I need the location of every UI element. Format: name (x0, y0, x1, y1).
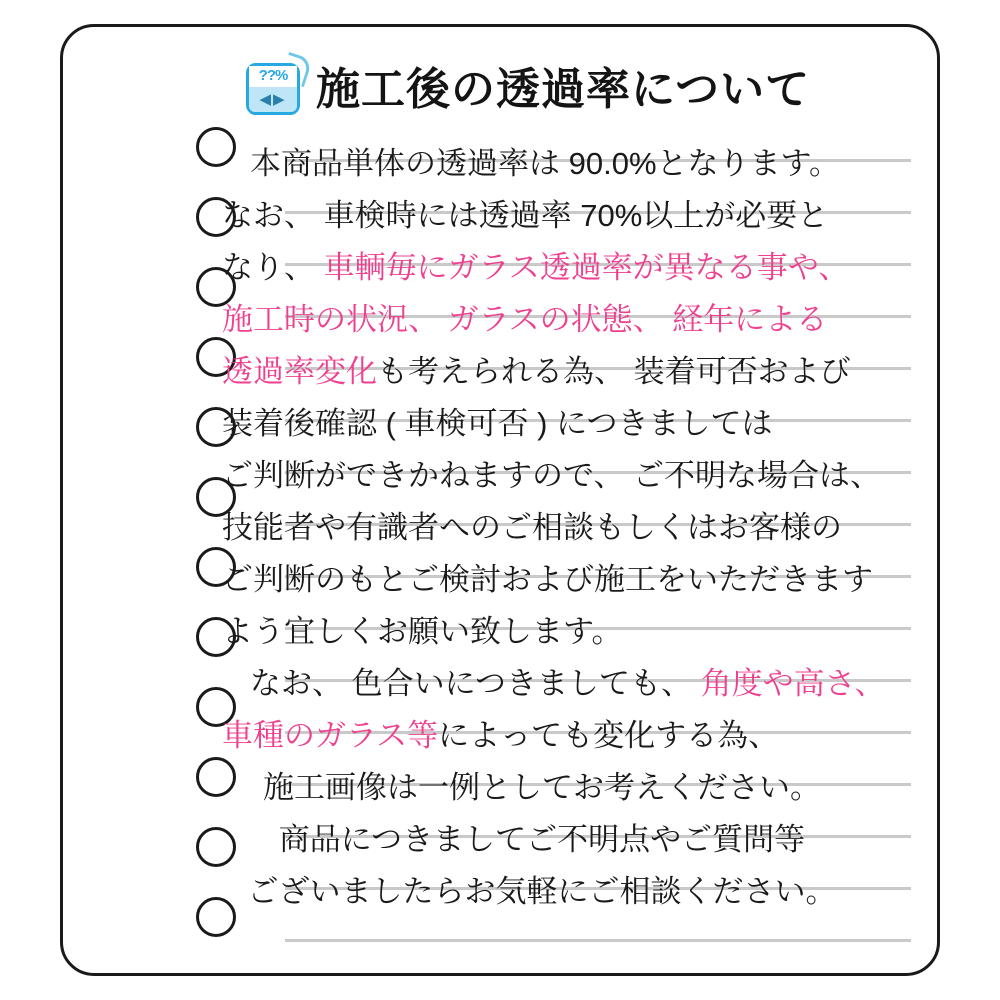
page-title: 施工後の透過率について (316, 65, 811, 114)
transmittance-badge-icon (244, 61, 306, 119)
plain-text: ご判断ができかねますので、 ご不明な場合は、 (222, 458, 881, 493)
text-line (222, 658, 886, 710)
plain-text: 装着後確認 ( 車検可否 ) につきましては (222, 406, 773, 441)
highlighted-text: 透過率変化 (222, 354, 377, 389)
badge-percent-label: ??% (249, 66, 297, 86)
plain-text: も考えられる為、 装着可否および (377, 354, 851, 389)
plain-text: 技能者や有識者へのご相談もしくはお客様の (222, 510, 842, 545)
text-line (222, 450, 881, 502)
text-line (222, 710, 862, 762)
document-body (222, 138, 886, 918)
text-line (222, 190, 862, 242)
text-line (222, 138, 862, 190)
text-line (222, 502, 862, 554)
rule-line (285, 939, 911, 942)
highlighted-text: 車輌毎にガラス透過率が異なる事や、 (323, 250, 850, 285)
plain-text: ご判断のもとご検討および施工をいただきます (222, 562, 873, 597)
highlighted-text: 車種のガラス等 (222, 718, 439, 753)
text-line (222, 814, 862, 866)
badge-arrows-label: ◀▶ (249, 87, 297, 112)
text-line (222, 398, 862, 450)
plain-text: ございましたらお気軽にご相談ください。 (247, 874, 837, 909)
plain-text: 本商品単体の透過率は 90.0%となります。 (250, 146, 841, 181)
text-line (222, 866, 862, 918)
plain-text: 施工画像は一例としてお考えください。 (263, 770, 821, 805)
highlighted-text: 角度や高さ、 (700, 666, 886, 701)
plain-text: 商品につきましてご不明点やご質問等 (278, 822, 806, 857)
plain-text: よう宜しくお願い致します。 (222, 614, 623, 649)
document-content (222, 52, 886, 932)
plain-text: なお、 車検時には透過率 70%以上が必要と (222, 198, 829, 233)
text-line (222, 762, 862, 814)
text-line (222, 554, 873, 606)
highlighted-text: 施工時の状況、 ガラスの状態、 経年による (222, 302, 828, 337)
text-line (222, 346, 862, 398)
text-line (222, 606, 862, 658)
plain-text: なお、 色合いにつきましても、 (250, 666, 701, 701)
document-header (244, 52, 862, 128)
plain-text: なり、 (222, 250, 324, 285)
text-line (222, 242, 862, 294)
plain-text: によっても変化する為、 (438, 718, 780, 753)
text-line (222, 294, 862, 346)
